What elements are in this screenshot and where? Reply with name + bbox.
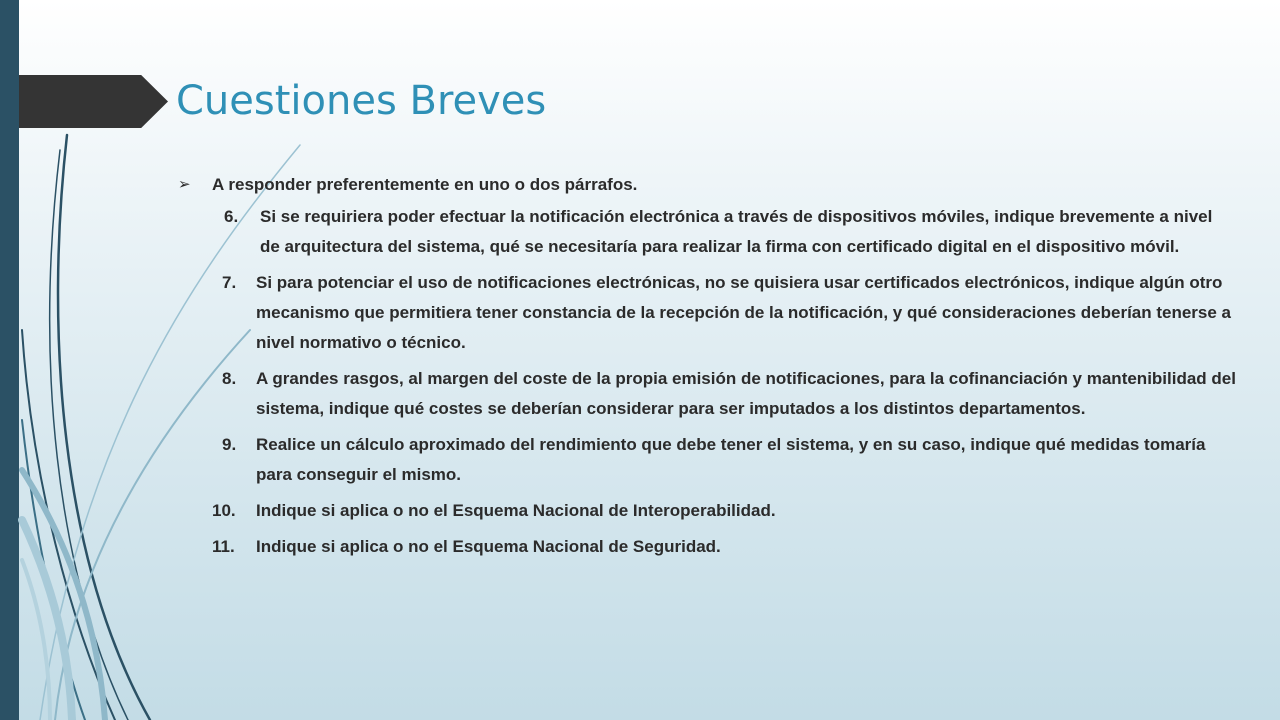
question-number: 7. [222, 273, 237, 292]
title-tab-shape [19, 75, 168, 128]
question-number: 6. [224, 207, 239, 226]
question-item-6 [176, 202, 1236, 262]
question-item-10 [176, 496, 1236, 526]
question-text: Si para potenciar el uso de notificaciones electrónicas, no se quisiera usar certificados electrónicos, indique algún otro mecanismo que permitiera tener constancia de la recepción de la notificación, y qué consideraciones deberían tenerse a nivel normativo o técnico. [256, 273, 1232, 352]
question-text: Si se requiriera poder efectuar la notificación electrónica a través de dispositivos móviles, indique brevemente a nivel de arquitectura del sistema, qué se necesitaría para realizar la firma con certificado digital en el dispositivo móvil. [260, 207, 1213, 256]
question-item-7 [176, 268, 1236, 358]
slide-content [176, 170, 1236, 568]
question-item-8 [176, 364, 1236, 424]
bullet-item [176, 170, 1236, 200]
question-number: 9. [222, 435, 237, 454]
slide-title: Cuestiones Breves [176, 78, 547, 124]
question-text: Indique si aplica o no el Esquema Nacional de Seguridad. [256, 537, 721, 556]
square-arrow-bullet-icon: ➢ [178, 176, 191, 193]
question-number: 10. [212, 501, 236, 520]
question-text: Indique si aplica o no el Esquema Nacional de Interoperabilidad. [256, 501, 776, 520]
question-text: A grandes rasgos, al margen del coste de la propia emisión de notificaciones, para la cofinanciación y mantenibilidad del sistema, indique qué costes se deberían considerar para ser imputados a los distintos departamentos. [256, 369, 1236, 418]
question-item-11 [176, 532, 1236, 562]
question-text: Realice un cálculo aproximado del rendimiento que debe tener el sistema, y en su caso, indique qué medidas tomaría para conseguir el mismo. [256, 435, 1206, 484]
question-number: 11. [212, 537, 235, 556]
question-number: 8. [222, 369, 237, 388]
question-item-9 [176, 430, 1236, 490]
bullet-text: A responder preferentemente en uno o dos párrafos. [212, 175, 638, 194]
